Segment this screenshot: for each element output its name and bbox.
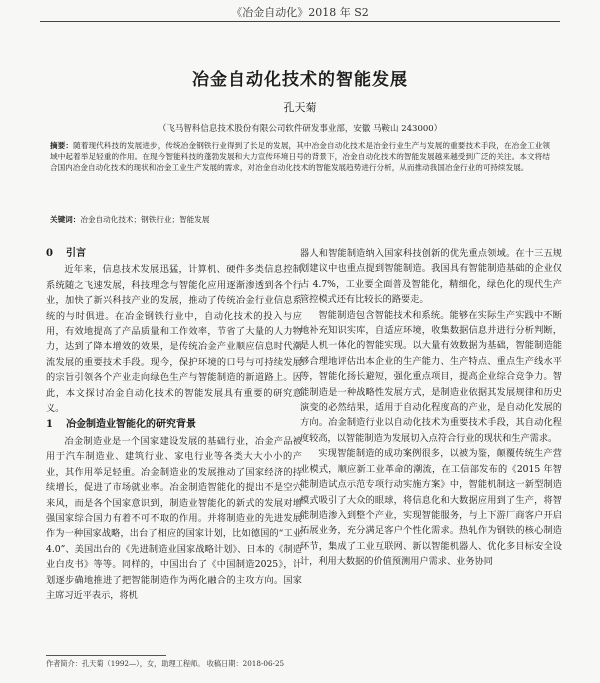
journal-header: 《冶金自动化》2018 年 S2 <box>231 6 369 19</box>
section-heading-0 <box>46 246 302 261</box>
body-column-left <box>46 245 302 603</box>
abstract <box>50 140 550 173</box>
section-title: 冶金制造业智能化的研究背景 <box>66 419 196 431</box>
article-author: 孔天菊 <box>283 101 317 114</box>
keywords-label: 关键词： <box>50 215 81 224</box>
body-paragraph: 智能制造包含智能技术和系统。能够在实际生产实践中不断地补充知识实库，自适应环境，收集数据信息并进行分析判断，是人机一体化的智能实现。以大量有效数据为基础，智能制造能够合理地评估出本企业的生产能力、生产特点、重点生产线水平等，智能化扬长避短，强化重点项目，提高企业综合竞争力。智能制造是一种战略性发展方式，是制造业依据其发展规律和历史演变的必然结果，适用于自动化程度高的产业，是自动化发展的方向。冶金制造行业以自动化技术为重要技术手段，其自动化程度较高，以智能制造为发展切入点符合行业的现状和生产需求。 <box>300 309 562 444</box>
header-rule <box>40 21 560 22</box>
section-number: 1 <box>46 419 53 431</box>
section-heading-1 <box>46 417 302 432</box>
keywords-text: 冶金自动化技术；钢铁行业；智能发展 <box>80 215 210 224</box>
body-column-right <box>300 246 562 570</box>
author-footnote: 作者简介：孔天菊（1992—），女，助理工程师。 收稿日期：2018-06-25 <box>46 659 285 668</box>
footnote-rule <box>46 655 166 656</box>
body-paragraph: 冶金制造业是一个国家建设发展的基础行业，冶金产品被用于汽车制造业、建筑行业、家电行业等各类大大小小的产业，其作用举足轻重。冶金制造业的发展推动了国家经济的持续增长，促进了市场就业率。冶金制造智能化的提出不是空穴来风，而是各个国家意识到，制造业智能化的新式的发展对增强国家综合国力有着不可不取的作用。并将制造业的先进发展作为一种国家战略，出台了相应的国家计划，比如德国的“工业 4.0”、美国出台的《先进制造业国家战略计划》、日本的《制造业白皮书》等等。同样的，中国出台了《中国制造2025》，计划逐步确地推进了把智能制造作为两化融合的主攻方向。国家主席习近平表示，将机 <box>46 435 302 601</box>
body-paragraph: 近年来，信息技术发展迅猛，计算机、硬件多类信息控制系统随之飞速发展，科技理念与智能化应用逐渐渗透到各个行业，加快了新兴科技产业的发展，推动了传统冶金行业信息系统的与时俱进。在冶金钢铁行业中，自动化技术的投入与应用，有效地提高了产品质量和工作效率，节省了大量的人力物力，达到了降本增效的效果，是传统冶金产业顺应信息时代潮流发展的重要技术手段。现今，保护环境的口号与可持续发展的宗旨引领各个产业走向绿色生产与智能制造的新道路上。因此，本文探讨冶金自动化技术的智能发展具有重要的研究意义。 <box>46 264 302 415</box>
article-title: 冶金自动化技术的智能发展 <box>192 70 408 90</box>
body-paragraph: 实现智能制造的成功案例很多，以被为鉴，颠覆传统生产营业模式，顺应新工业革命的潮流，在工信部发布的《2015 年智能制造试点示范专项行动实施方案》中，智能机制这一新型制造模式吸引了大众的眼球，将信息化和大数据应用到了生产，将智能制造渗入到整个产业，实现智能服务，与上下游厂商客户开启拓展业务，充分满足客户个性化需求。热轧作为钢铁的核心制造环节，集成了工业互联网、新以智能机器人、优化多目标安全设计，利用大数据的价值预测用户需求、业务协同 <box>300 448 562 568</box>
article-affiliation: （飞马智科信息技术股份有限公司软件研发事业部，安徽 马鞍山 243000） <box>157 124 443 134</box>
abstract-label: 摘要： <box>50 141 74 150</box>
section-number: 0 <box>46 248 53 259</box>
keywords <box>50 214 550 225</box>
body-paragraph: 器人和智能制造纳入国家科技创新的优先重点领域。在十三五规划建议中也重点提到智能制造。我国具有智能制造基础的企业仅占 4.7%，工业要全面普及智能化，精细化，绿色化的现代生产管控模式还有比较长的路要走。 <box>300 248 562 306</box>
section-title: 引言 <box>66 248 86 259</box>
abstract-text: 随着现代科技的发展进步，传统冶金钢铁行业得到了长足的发展，其中冶金自动化技术是冶金行业生产与发展的重要技术手段，在冶金工业领域中起着举足轻重的作用。在现今智能科技的蓬勃发展和大力宣传环境日号的背景下，冶金自动化技术的智能发展越来越受到广泛的关注。本文将结合国内冶金自动化技术的现状和冶金工业生产发展的需求，对冶金自动化技术的智能发展趋势进行分析，从而推动我国冶金行业的可持续发展。 <box>50 141 551 172</box>
